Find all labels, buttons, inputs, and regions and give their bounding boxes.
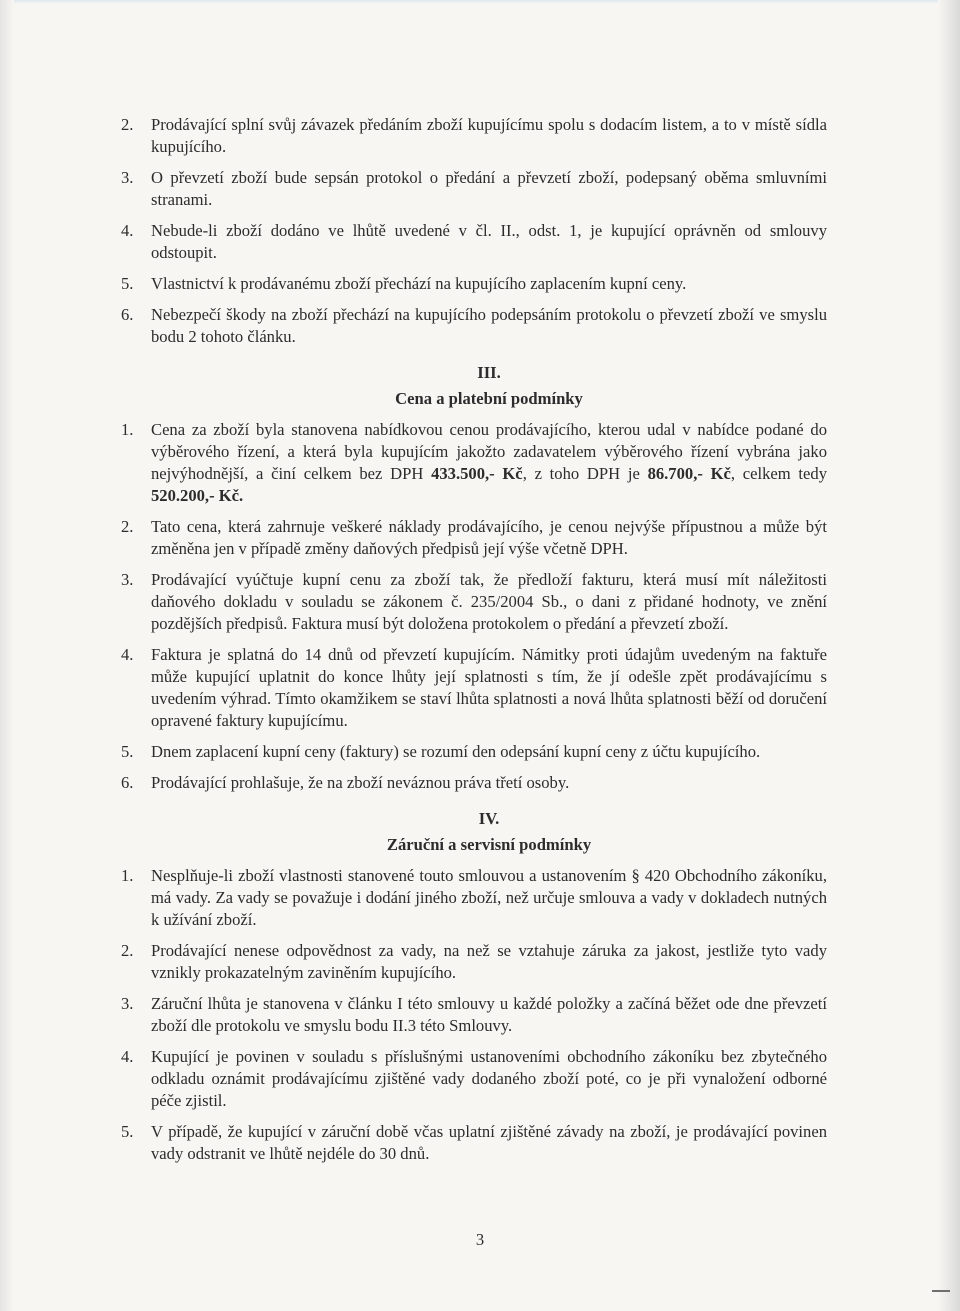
section-4-number: IV.	[478, 809, 500, 828]
clause-text: Tato cena, která zahrnuje veškeré náklady prodávajícího, je cenou nejvýše přípustnou a může být změněna jen v případě změny daňových předpisů její výše včetně DPH.	[151, 517, 827, 558]
clause-3-5	[121, 741, 827, 763]
clause-number: 5.	[121, 1122, 134, 1141]
clause-text: Prodávající prohlašuje, že na zboží neváznou práva třetí osoby.	[151, 773, 570, 792]
clause-4-3	[121, 993, 827, 1037]
clause-text: Faktura je splatná do 14 dnů od převzetí kupujícím. Námitky proti údajům uvedeným na faktuře může kupující uplatnit do konce lhůty její splatnosti s tím, že jí odešle zpět prodávajícímu s uvedením výhrad. Tímto okamžikem se staví lhůta splatnosti a nová lhůta splatnosti běží od doručení opravené faktury kupujícímu.	[151, 645, 827, 730]
clause-4-4	[121, 1046, 827, 1112]
clause-number: 2.	[121, 517, 134, 536]
clause-3-2	[121, 516, 827, 560]
clause-text: Nesplňuje-li zboží vlastnosti stanovené touto smlouvou a ustanovením § 420 Obchodního zákoníku, má vady. Za vady se považuje i dodání jiného zboží, než určuje smlouva a vady v dokladech nutných k užívání zboží.	[151, 866, 827, 929]
clause-number: 1.	[121, 420, 134, 439]
clause-number: 6.	[121, 305, 134, 324]
scan-edge-right	[938, 0, 960, 1311]
clause-number: 4.	[121, 645, 134, 664]
clause-number: 3.	[121, 994, 134, 1013]
clause-text: Nebezpečí škody na zboží přechází na kupujícího podepsáním protokolu o převzetí zboží ve smyslu bodu 2 tohoto článku.	[151, 305, 827, 346]
clause-number: 5.	[121, 742, 134, 761]
clause-text: Prodávající vyúčtuje kupní cenu za zboží tak, že předloží fakturu, která musí mít náležitosti daňového dokladu v souladu se zákonem č. 235/2004 Sb., o dani z přidané hodnoty, ve znění pozdějších předpisů. Faktura musí být doložena protokolem o předání a převzetí zboží.	[151, 570, 827, 633]
section-4-title: Záruční a servisní podmínky	[386, 835, 592, 854]
clause-text-part: , z toho DPH je	[522, 464, 648, 483]
clause-2-2	[121, 114, 827, 158]
clause-4-1	[121, 865, 827, 931]
scan-edge-top	[0, 0, 960, 4]
clause-number: 2.	[121, 941, 134, 960]
clause-4-5	[121, 1121, 827, 1165]
clause-text: O převzetí zboží bude sepsán protokol o předání a převzetí zboží, podepsaný oběma smluvními stranami.	[151, 168, 827, 209]
scan-edge-mark	[932, 1290, 950, 1292]
clause-3-1	[121, 419, 827, 507]
clause-text: Kupující je povinen v souladu s příslušnými ustanoveními obchodního zákoníku bez zbytečného odkladu oznámit prodávajícímu zjištěné vady dodaného zboží poté, co je při vynaložení odborné péče zjistil.	[151, 1047, 827, 1110]
total-price: 520.200,- Kč.	[151, 486, 244, 505]
clause-2-5	[121, 273, 827, 295]
clause-4-2	[121, 940, 827, 984]
page-number: 3	[475, 1230, 485, 1249]
section-3-title: Cena a platební podmínky	[395, 389, 583, 408]
clause-3-4	[121, 644, 827, 732]
clause-number: 5.	[121, 274, 134, 293]
clause-2-3	[121, 167, 827, 211]
clause-text-part: , celkem tedy	[730, 464, 827, 483]
clause-number: 3.	[121, 570, 134, 589]
clause-number: 1.	[121, 866, 134, 885]
scan-edge-left	[0, 0, 14, 1311]
clause-number: 6.	[121, 773, 134, 792]
clause-3-3	[121, 569, 827, 635]
section-3-number: III.	[477, 363, 501, 382]
clause-text: Vlastnictví k prodávanému zboží přechází na kupujícího zaplacením kupní ceny.	[151, 274, 687, 293]
clause-text-part: Cena za zboží byla stanovena nabídkovou cenou prodávajícího, kterou udal v nabídce podané do výběrového řízení, a která byla kupujícím jakožto zadavatelem výběrového řízení vybrána jako nejvýhodnější, a činí celkem bez DPH	[151, 420, 827, 483]
clause-number: 2.	[121, 115, 134, 134]
clause-text: Dnem zaplacení kupní ceny (faktury) se rozumí den odepsání kupní ceny z účtu kupujícího.	[151, 742, 761, 761]
clause-text: Nebude-li zboží dodáno ve lhůtě uvedené v čl. II., odst. 1, je kupující oprávněn od smlouvy odstoupit.	[151, 221, 827, 262]
clause-text: Záruční lhůta je stanovena v článku I této smlouvy u každé položky a začíná běžet ode dne převzetí zboží dle protokolu ve smyslu bodu II.3 této Smlouvy.	[151, 994, 827, 1035]
clause-3-6	[121, 772, 827, 794]
vat-amount: 86.700,- Kč	[647, 464, 731, 483]
clause-text: Prodávající nenese odpovědnost za vady, na než se vztahuje záruka za jakost, jestliže tyto vady vznikly prokazatelným zaviněním kupujícího.	[151, 941, 827, 982]
document-content	[121, 114, 827, 1174]
clause-text: Prodávající splní svůj závazek předáním zboží kupujícímu spolu s dodacím listem, a to v místě sídla kupujícího.	[151, 115, 827, 156]
clause-number: 4.	[121, 1047, 134, 1066]
clause-number: 3.	[121, 168, 134, 187]
clause-2-6	[121, 304, 827, 348]
clause-number: 4.	[121, 221, 134, 240]
clause-2-4	[121, 220, 827, 264]
price-without-vat: 433.500,- Kč	[431, 464, 523, 483]
clause-text: V případě, že kupující v záruční době včas uplatní zjištěné závady na zboží, je prodávající povinen vady odstranit ve lhůtě nejdéle do 30 dnů.	[151, 1122, 827, 1163]
